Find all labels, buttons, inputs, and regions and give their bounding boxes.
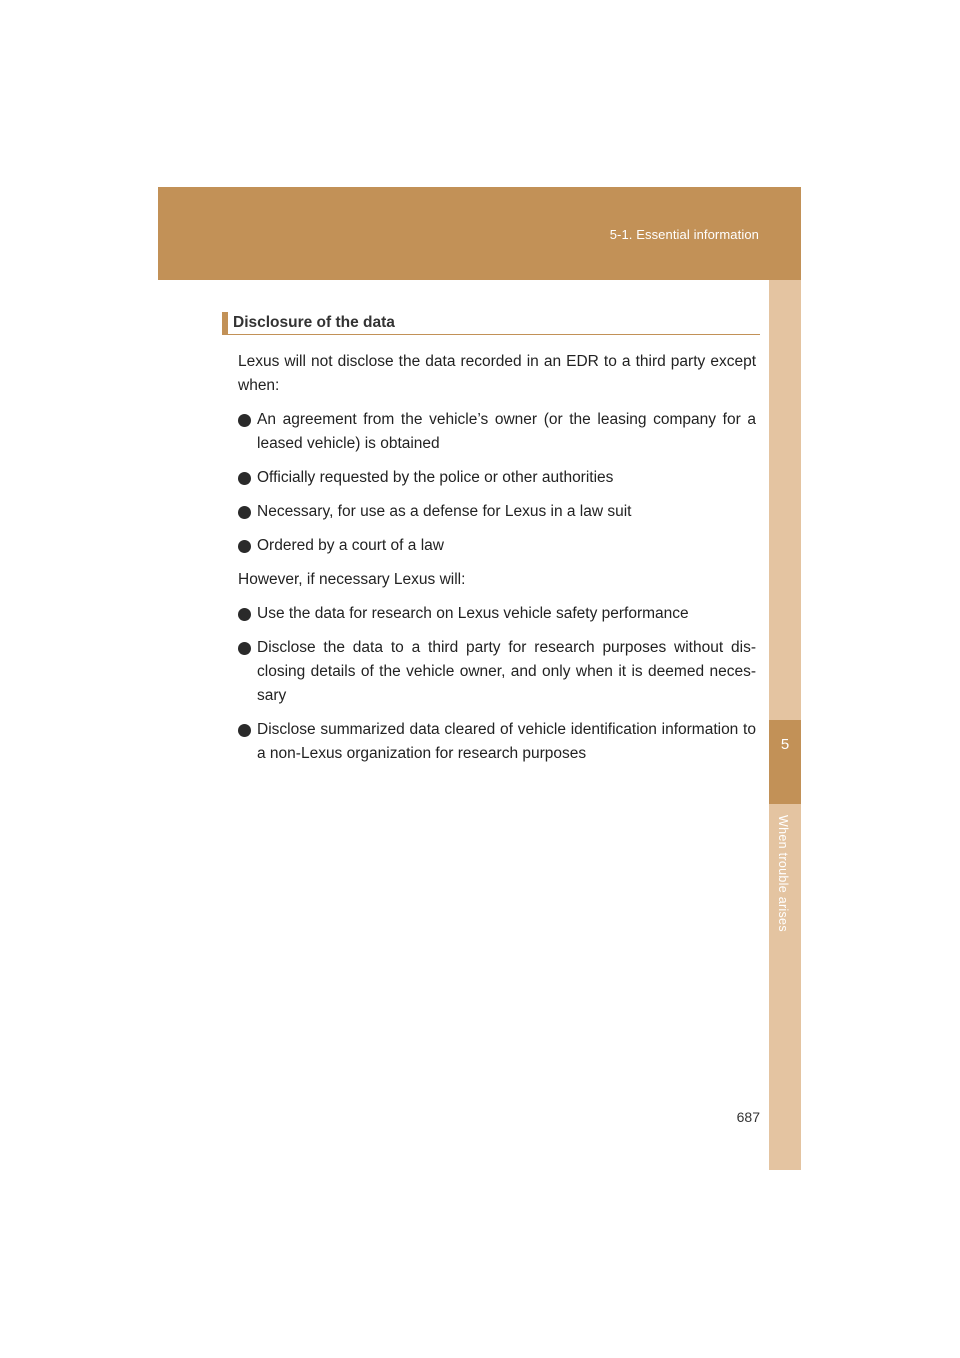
action-text: Use the data for research on Lexus vehicle safety performance <box>257 605 689 622</box>
action-item <box>238 718 756 766</box>
action-item <box>238 636 756 708</box>
body-text <box>238 350 756 776</box>
chapter-number: 5 <box>780 736 790 753</box>
condition-item <box>238 408 756 456</box>
bullet-icon <box>238 608 251 621</box>
running-head: 5-1. Essential information <box>609 227 759 242</box>
section-heading <box>222 312 760 335</box>
bullet-icon <box>238 540 251 553</box>
condition-item <box>238 534 756 558</box>
page-number: 687 <box>736 1109 760 1125</box>
chapter-title: When trouble arises <box>776 815 790 932</box>
chapter-tab[interactable] <box>769 720 801 804</box>
action-text: Disclose the data to a third party for research purposes without disclosing details of the vehicle owner, and only when it is deemed necessary <box>257 639 756 704</box>
section-title: Disclosure of the data <box>233 314 395 331</box>
header-band <box>158 187 801 280</box>
bullet-icon <box>238 472 251 485</box>
bullet-icon <box>238 414 251 427</box>
intro-paragraph: Lexus will not disclose the data recorded in an EDR to a third party except when: <box>238 353 756 394</box>
condition-text: Officially requested by the police or other authorities <box>257 469 614 486</box>
bullet-icon <box>238 724 251 737</box>
action-item <box>238 602 756 626</box>
section-marker <box>222 312 228 334</box>
condition-item <box>238 466 756 490</box>
bullet-icon <box>238 506 251 519</box>
condition-text: Ordered by a court of a law <box>257 537 444 554</box>
condition-text: An agreement from the vehicle’s owner (or the leasing company for a leased vehicle) is obtained <box>257 411 756 452</box>
condition-item <box>238 500 756 524</box>
action-text: Disclose summarized data cleared of vehicle identification information to a non-Lexus organization for research purposes <box>257 721 756 762</box>
condition-text: Necessary, for use as a defense for Lexus in a law suit <box>257 503 632 520</box>
bullet-icon <box>238 642 251 655</box>
however-paragraph: However, if necessary Lexus will: <box>238 571 466 588</box>
